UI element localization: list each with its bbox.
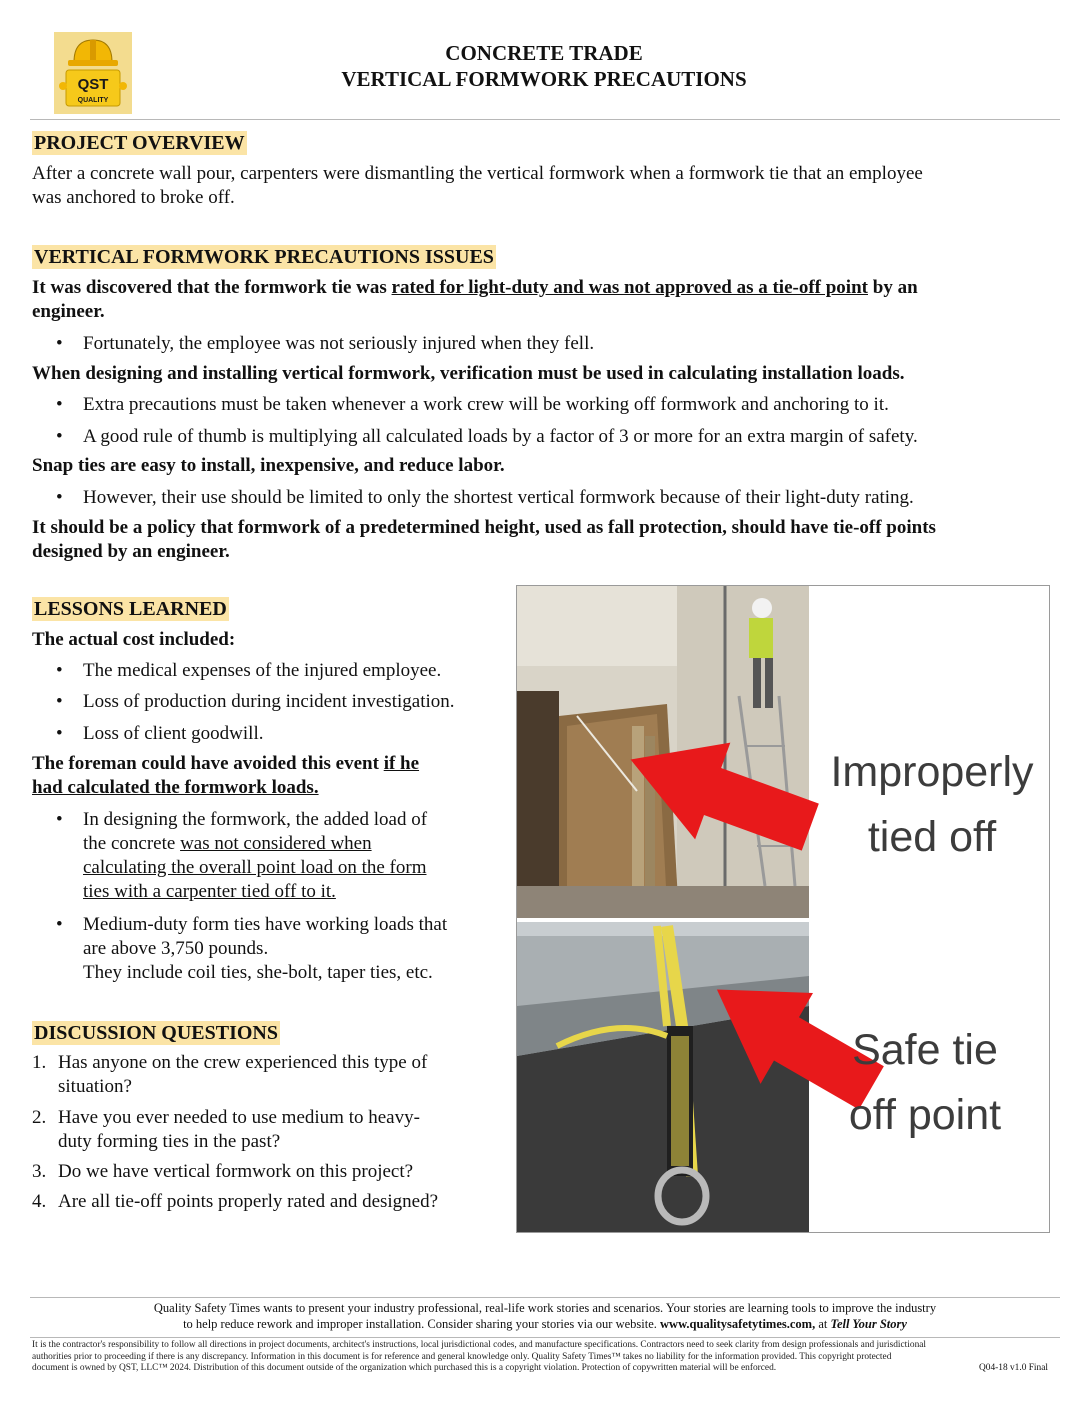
discussion-question: 4. Are all tie-off points properly rated and designed?	[32, 1191, 439, 1212]
lessons-paragraph-1: The actual cost included:	[32, 629, 236, 650]
fine-print-divider	[30, 1337, 1060, 1338]
discussion-question: 1. Has anyone on the crew experienced this type of situation?	[32, 1052, 428, 1097]
issues-paragraph-2: When designing and installing vertical formwork, verification must be used in calculating installation loads.	[32, 363, 905, 384]
issues-heading: VERTICAL FORMWORK PRECAUTIONS ISSUES	[34, 246, 494, 268]
website-link[interactable]: www.qualitysafetytimes.com,	[660, 1317, 816, 1331]
lessons-bullet-5: • Medium-duty form ties have working loads that are above 3,750 pounds. They include coil ties, she-bolt, taper ties, etc.	[58, 913, 447, 985]
hardhat-logo-icon	[54, 32, 132, 114]
footer-note: Quality Safety Times wants to present your industry professional, real-life work stories and scenarios. Your stories are learning tools to improve the industry to help reduce rework and improper installation. Consider sharing your stories via our website. www.qualitysafetytimes.com, at Tell Your Story	[153, 1301, 937, 1331]
overview-text: After a concrete wall pour, carpenters were dismantling the vertical formwork when a formwork tie that an employee was anchored to broke off.	[32, 163, 923, 208]
safe-caption-line1: Safe tie	[852, 1026, 998, 1074]
overview-heading: PROJECT OVERVIEW	[34, 132, 245, 154]
improper-caption-line1: Improperly	[830, 748, 1034, 796]
safe-caption-line2: off point	[848, 1091, 1002, 1139]
formwork-photo-composite	[516, 585, 1050, 1233]
title-line-2: VERTICAL FORMWORK PRECAUTIONS	[341, 67, 747, 91]
discussion-question: 3. Do we have vertical formwork on this project?	[32, 1161, 414, 1182]
svg-text:QST: QST	[77, 76, 109, 93]
discussion-question: 2. Have you ever needed to use medium to heavy- duty forming ties in the past?	[32, 1107, 420, 1152]
issues-bullet-1: • Fortunately, the employee was not seriously injured when they fell.	[58, 332, 594, 356]
header-divider	[30, 119, 1060, 120]
title-line-1: CONCRETE TRADE	[445, 41, 643, 65]
safe-tieoff-photo	[517, 922, 809, 1232]
improper-caption-line2: tied off	[867, 813, 997, 861]
lessons-heading: LESSONS LEARNED	[34, 598, 227, 620]
lessons-bullet-4: • In designing the formwork, the added load of the concrete was not considered when calculating the overall point load on the form ties with a carpenter tied off to it.	[58, 808, 427, 904]
issues-bullet-3: • A good rule of thumb is multiplying all calculated loads by a factor of 3 or more for an extra margin of safety.	[58, 425, 918, 449]
page-title	[250, 40, 838, 92]
footer-divider	[30, 1297, 1060, 1298]
issues-bullet-4: • However, their use should be limited to only the shortest vertical formwork because of their light-duty rating.	[58, 486, 914, 510]
disclaimer-text: It is the contractor's responsibility to follow all directions in project documents, architect's instructions, local jurisdictional codes, and manufacture specifications. Contractors need to seek clarity from design professionals and jurisdictional authorities prior to proceeding if there is any discrepancy. Information in this document is for reference and general knowledge only. Quality Safety Times™ takes no liability for the information provided. This copyright protected document is owned by QST, LLC™ 2024. Distribution of this document outside of the organization which purchased this is a copyright violation. Protection of copywritten material will be enforced.	[32, 1340, 927, 1373]
version-label: Q04-18 v1.0 Final	[978, 1363, 1048, 1373]
discussion-heading: DISCUSSION QUESTIONS	[34, 1022, 278, 1044]
issues-paragraph-1: It was discovered that the formwork tie was rated for light-duty and was not approved as a tie-off point by an engineer.	[32, 277, 918, 322]
improper-tieoff-photo	[517, 586, 809, 918]
lessons-bullet-1: • The medical expenses of the injured employee.	[58, 659, 441, 683]
lessons-paragraph-2: The foreman could have avoided this event if he had calculated the formwork loads.	[32, 753, 420, 798]
formwork-photo-illustration	[517, 586, 1049, 1232]
svg-text:QUALITY: QUALITY	[77, 97, 109, 104]
qst-logo	[54, 32, 132, 114]
lessons-bullet-2: • Loss of production during incident investigation.	[58, 690, 455, 714]
issues-paragraph-4: It should be a policy that formwork of a predetermined height, used as fall protection, should have tie-off points designed by an engineer.	[32, 517, 936, 562]
tell-your-story-link[interactable]: Tell Your Story	[830, 1317, 907, 1331]
issues-paragraph-3: Snap ties are easy to install, inexpensive, and reduce labor.	[32, 455, 505, 476]
lessons-bullet-3: • Loss of client goodwill.	[58, 722, 263, 746]
issues-bullet-2: • Extra precautions must be taken whenever a work crew will be working off formwork and anchoring to it.	[58, 393, 889, 417]
